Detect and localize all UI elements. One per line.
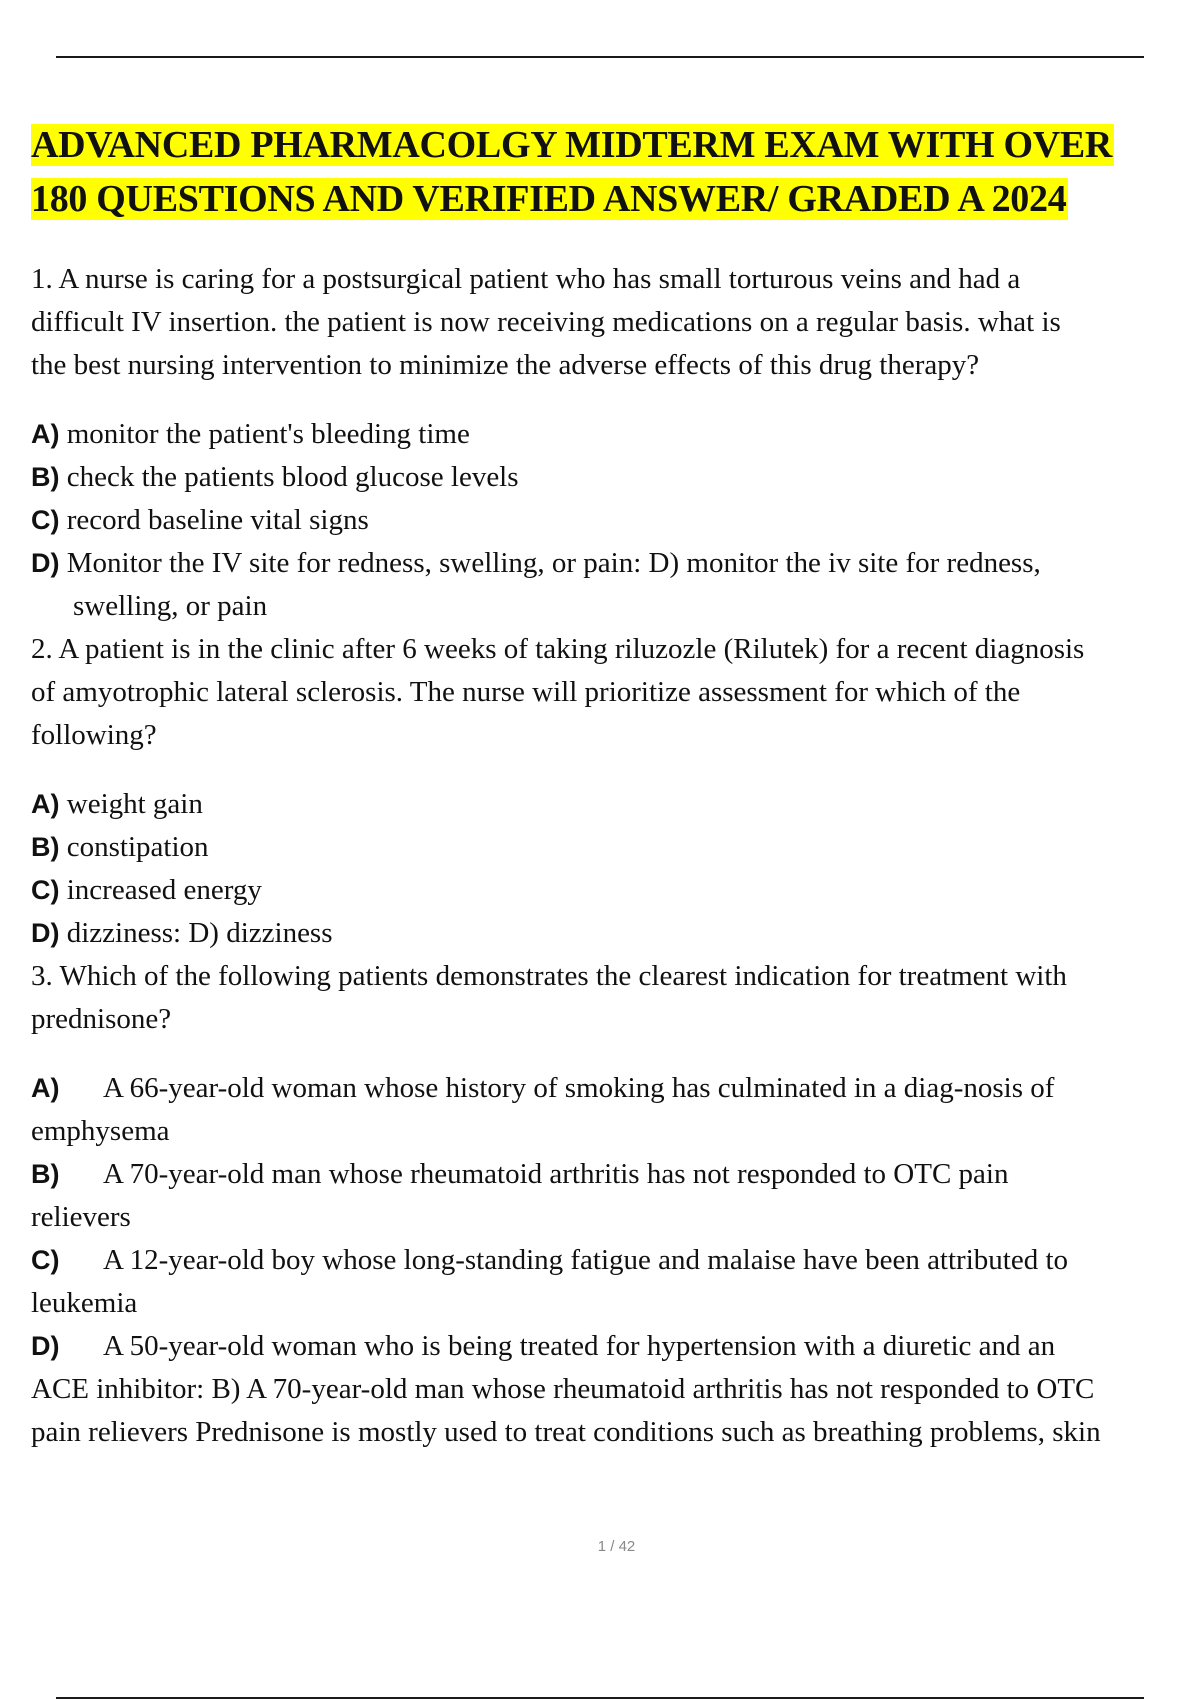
q2-option-d: D) dizziness: D) dizziness [31, 917, 333, 949]
title-line-2: 180 QUESTIONS AND VERIFIED ANSWER/ GRADED A 2024 [31, 178, 1067, 220]
q1-option-c: C) record baseline vital signs [31, 504, 369, 536]
q3-option-d-continued-2: pain relievers Prednisone is mostly used to treat conditions such as breathing problems, skin [31, 1416, 1101, 1448]
document-page [31, 118, 1200, 1454]
question-1 [31, 258, 1200, 628]
question-2-line: 2. A patient is in the clinic after 6 weeks of taking riluzozle (Rilutek) for a recent diagnosis [31, 633, 1085, 665]
q1-option-b: B) check the patients blood glucose levels [31, 461, 519, 493]
question-2 [31, 628, 1200, 955]
q3-option-b-continued: relievers [31, 1201, 131, 1233]
question-1-line: difficult IV insertion. the patient is now receiving medications on a regular basis. what is [31, 306, 1061, 338]
q3-option-c: C) A 12-year-old boy whose long-standing fatigue and malaise have been attributed to [31, 1244, 1069, 1276]
question-2-line: following? [31, 719, 157, 751]
q3-option-d: D) A 50-year-old woman who is being treated for hypertension with a diuretic and an [31, 1330, 1056, 1362]
header-rule [56, 56, 1144, 58]
title-line-1: ADVANCED PHARMACOLGY MIDTERM EXAM WITH OVER [31, 124, 1113, 166]
q1-option-d: D) Monitor the IV site for redness, swelling, or pain: D) monitor the iv site for redness, [31, 547, 1041, 579]
footer-rule [56, 1697, 1144, 1699]
page-number-indicator: 1 / 42 [597, 1538, 636, 1555]
q1-option-a: A) monitor the patient's bleeding time [31, 418, 470, 450]
q2-option-b: B) constipation [31, 831, 209, 863]
question-3-line: prednisone? [31, 1003, 172, 1035]
q2-option-c: C) increased energy [31, 874, 262, 906]
question-1-line: the best nursing intervention to minimize the adverse effects of this drug therapy? [31, 349, 980, 381]
question-1-line: 1. A nurse is caring for a postsurgical patient who has small torturous veins and had a [31, 263, 1021, 295]
q3-option-a-continued: emphysema [31, 1115, 170, 1147]
q3-option-a: A) A 66-year-old woman whose history of smoking has culminated in a diag-nosis of [31, 1072, 1055, 1104]
question-3-line: 3. Which of the following patients demonstrates the clearest indication for treatment with [31, 960, 1067, 992]
question-2-line: of amyotrophic lateral sclerosis. The nurse will prioritize assessment for which of the [31, 676, 1021, 708]
q3-option-d-continued: ACE inhibitor: B) A 70-year-old man whose rheumatoid arthritis has not responded to OTC [31, 1373, 1095, 1405]
q2-option-a: A) weight gain [31, 788, 203, 820]
q1-option-d-continued: swelling, or pain [73, 590, 268, 622]
q3-option-c-continued: leukemia [31, 1287, 138, 1319]
document-title [31, 118, 1200, 226]
q3-option-b: B) A 70-year-old man whose rheumatoid arthritis has not responded to OTC pain [31, 1158, 1009, 1190]
question-3 [31, 955, 1200, 1454]
